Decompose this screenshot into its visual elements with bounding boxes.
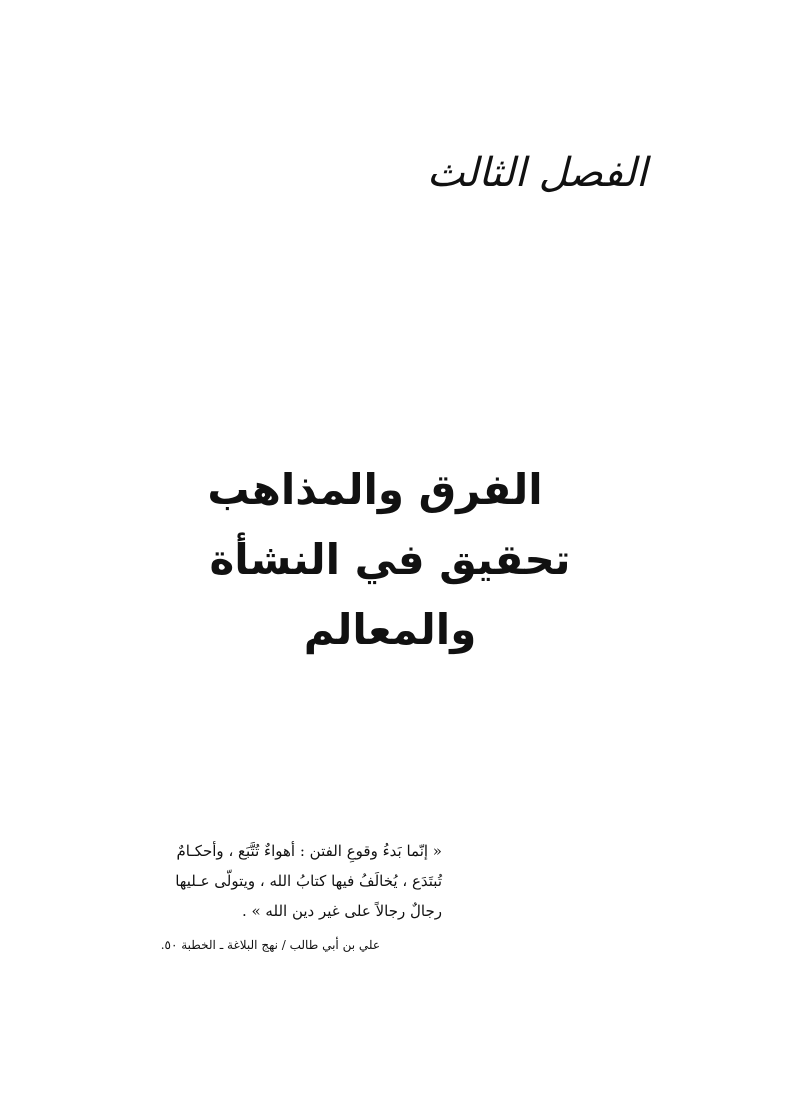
quote-line-2: تُبتَدَع ، يُخالَفُ فيها كتابُ الله ، ويتولّى عـليها: [175, 872, 442, 890]
chapter-label: الفصل الثالث: [426, 150, 648, 196]
title-line-1: الفرق والمذاهب: [207, 465, 543, 514]
epigraph-quote: [175, 836, 442, 926]
quote-line-1: « إنّما بَدءُ وقوعِ الفتن : أهواءٌ تُتَّبَع ، وأحكـامٌ: [176, 842, 442, 860]
chapter-title: [120, 455, 660, 665]
quote-line-3: رجالٌ رجالاً على غير دين الله » .: [241, 902, 442, 920]
epigraph-source: علي بن أبي طالب / نهج البلاغة ـ الخطبة ٥٠.: [160, 938, 380, 952]
title-line-2: تحقيق في النشأة والمعالم: [209, 535, 571, 654]
